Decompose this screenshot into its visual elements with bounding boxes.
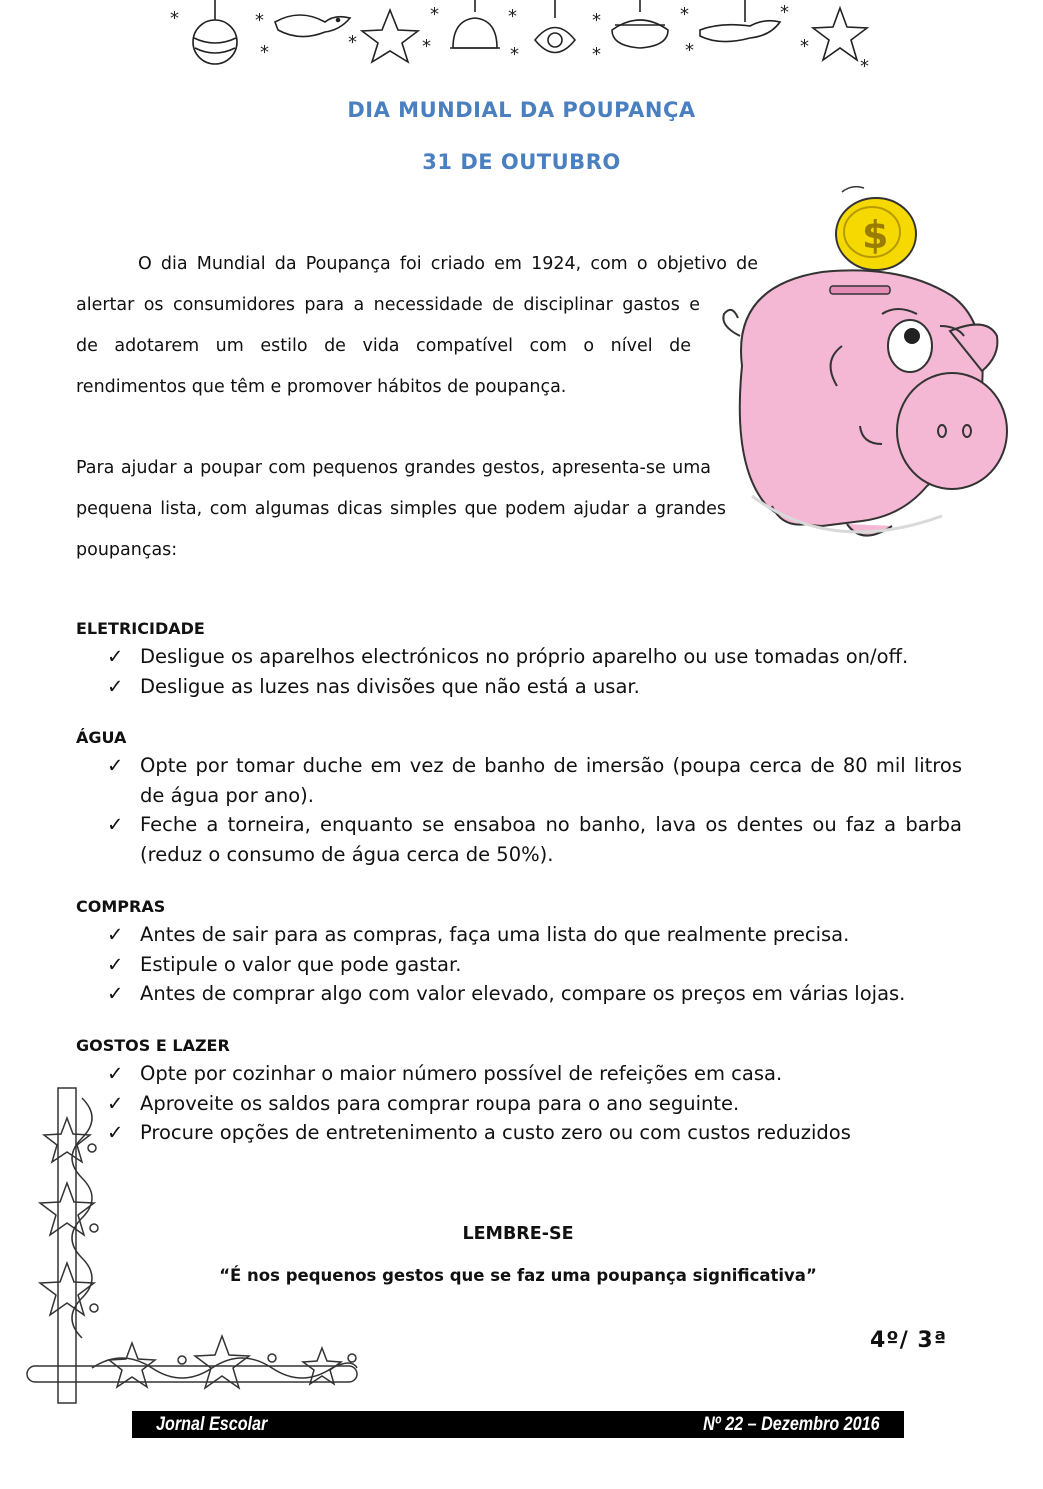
- checkmark-icon: ✓: [107, 813, 124, 836]
- list-item: ✓ Antes de sair para as compras, faça uma lista do que realmente precisa.: [107, 920, 962, 950]
- svg-text:*: *: [780, 2, 789, 23]
- list-item: ✓ Aproveite os saldos para comprar roupa para o ano seguinte.: [107, 1089, 962, 1119]
- svg-text:*: *: [508, 6, 517, 27]
- svg-text:*: *: [170, 8, 179, 29]
- checkmark-icon: ✓: [107, 982, 124, 1005]
- page-subtitle-date: 31 DE OUTUBRO: [422, 150, 621, 174]
- svg-text:*: *: [860, 56, 869, 75]
- svg-text:*: *: [680, 4, 689, 25]
- lead-line: poupanças:: [76, 540, 178, 560]
- section-heading-gostos-lazer: GOSTOS E LAZER: [76, 1036, 230, 1055]
- intro-line: de adotarem um estilo de vida compatível com o nível de: [76, 336, 691, 356]
- christmas-ornament-border-icon: [160, 0, 885, 75]
- section-heading-agua: ÁGUA: [76, 728, 127, 747]
- lead-line: Para ajudar a poupar com pequenos grandes gestos, apresenta-se uma: [76, 458, 711, 478]
- checkmark-icon: ✓: [107, 1091, 124, 1115]
- svg-text:*: *: [592, 44, 601, 65]
- list-item: ✓ Desligue os aparelhos electrónicos no próprio aparelho ou use tomadas on/off.: [107, 642, 962, 672]
- list-item: ✓ Feche a torneira, enquanto se ensaboa no banho, lava os dentes ou faz a barba (reduz o consumo de água cerca de 50%).: [107, 810, 962, 869]
- checkmark-icon: ✓: [107, 674, 124, 698]
- svg-text:*: *: [260, 42, 269, 63]
- svg-text:*: *: [430, 4, 439, 25]
- intro-line: alertar os consumidores para a necessidade de disciplinar gastos e: [76, 295, 700, 315]
- checkmark-icon: ✓: [107, 1062, 124, 1085]
- svg-text:*: *: [685, 40, 694, 61]
- svg-text:$: $: [862, 213, 889, 257]
- footer-bar: [132, 1411, 904, 1438]
- intro-paragraph: [76, 244, 758, 408]
- checkmark-icon: ✓: [107, 952, 124, 976]
- class-label: 4º/ 3ª: [870, 1328, 948, 1353]
- list-item: ✓ Opte por cozinhar o maior número possível de refeições em casa.: [107, 1059, 962, 1089]
- tips-list-compras: [107, 920, 962, 1009]
- footer-publication: Jornal Escolar: [156, 1414, 268, 1435]
- svg-text:*: *: [255, 10, 264, 31]
- list-item: ✓ Procure opções de entretenimento a custo zero ou com custos reduzidos: [107, 1118, 962, 1148]
- page-title: DIA MUNDIAL DA POUPANÇA: [347, 98, 696, 122]
- list-item: ✓ Desligue as luzes nas divisões que não está a usar.: [107, 672, 962, 702]
- svg-text:*: *: [800, 36, 809, 57]
- lead-paragraph: [76, 448, 726, 571]
- footer-issue: Nº 22 – Dezembro 2016: [703, 1414, 880, 1435]
- lead-line: pequena lista, com algumas dicas simples que podem ajudar a grandes: [76, 499, 726, 519]
- section-heading-compras: COMPRAS: [76, 897, 166, 916]
- intro-line: rendimentos que têm e promover hábitos de poupança.: [76, 377, 567, 397]
- svg-text:*: *: [592, 10, 601, 31]
- list-item: ✓ Opte por tomar duche em vez de banho de imersão (poupa cerca de 80 mil litros de água por ano).: [107, 751, 962, 810]
- checkmark-icon: ✓: [107, 1121, 124, 1144]
- list-item: ✓ Antes de comprar algo com valor elevado, compare os preços em várias lojas.: [107, 979, 962, 1009]
- checkmark-icon: ✓: [107, 754, 124, 777]
- tips-list-eletricidade: [107, 642, 962, 701]
- intro-line: O dia Mundial da Poupança foi criado em 1924, com o objetivo de: [138, 254, 758, 274]
- reminder-quote: “É nos pequenos gestos que se faz uma poupança significativa”: [219, 1266, 817, 1285]
- reminder-heading: LEMBRE-SE: [462, 1224, 574, 1244]
- checkmark-icon: ✓: [107, 645, 124, 668]
- svg-text:*: *: [422, 36, 431, 57]
- svg-text:*: *: [510, 44, 519, 65]
- tips-list-agua: [107, 751, 962, 869]
- list-item: ✓ Estipule o valor que pode gastar.: [107, 950, 962, 980]
- checkmark-icon: ✓: [107, 923, 124, 946]
- section-heading-eletricidade: ELETRICIDADE: [76, 619, 205, 638]
- svg-text:*: *: [348, 32, 357, 53]
